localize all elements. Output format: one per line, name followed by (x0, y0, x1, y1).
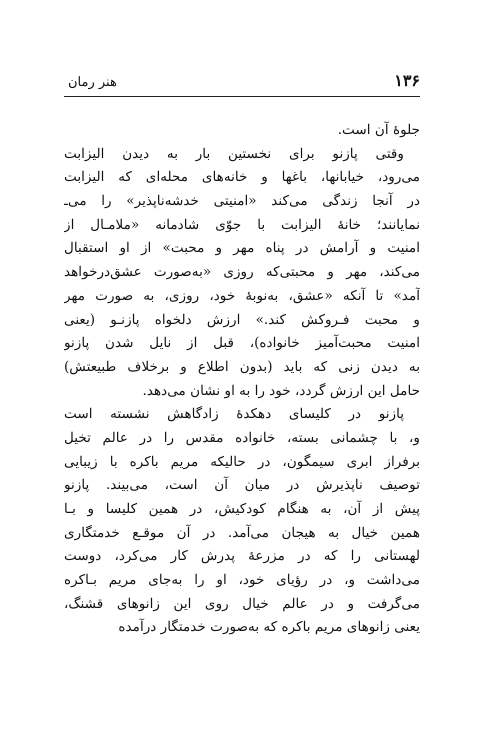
text-line: در آنجا زندگی می‌کند «امنیتی خدشه‌ناپذیر» را می‌ـ (64, 193, 420, 210)
text-line: می‌کند، مهر و محبتی‌که روزی «به‌صورت عشق‌درخواهد (64, 264, 420, 281)
text-line: جلوهٔ آن است. (337, 122, 420, 138)
text-line: وقتی پازنو برای نخستین بار به دیدن الیزابت (64, 145, 404, 162)
body-text (64, 119, 420, 640)
text-line: نمایانند؛ خانهٔ الیزابت با جوّی شادمانه «ملامـال از (64, 216, 420, 233)
text-line: و محبت فـروکش کند.» ارزش دلخواه پازنـو (یعنی (64, 311, 420, 328)
text-line: و، با چشمانی بسته، خانواده مقدس را در عالم تخیل (64, 429, 420, 446)
text-line: لهستانی را که در مزرعهٔ پدرش کار می‌کرد، دوست (64, 548, 420, 565)
text-line: همین خیال به هیجان می‌آمد. در آن موقـع خدمتگاری (64, 524, 420, 541)
running-title: هنر رمان (68, 75, 117, 90)
page-number: ۱۳۶ (394, 71, 420, 90)
text-line: یعنی زانوهای مریم باکره که به‌صورت خدمتگار درآمده (118, 619, 420, 636)
text-line: امنیت و آرامش در پناه مهر و محبت» از او استقبال (64, 240, 420, 257)
paragraph (64, 403, 420, 640)
text-line: آمد» تا آنکه «عشق، به‌نوبهٔ خود، روزی، به صورت مهر (64, 287, 420, 304)
text-line: برفراز ابری سیمگون، در حالیکه مریم باکره با زیبایی (64, 453, 420, 470)
text-line: توصیف ناپذیرش در میان آن است، می‌بیند. پازنو (64, 477, 420, 494)
text-line: امنیت محبت‌آمیز خانواده)، قبل از نایل شدن پازنو (64, 335, 420, 352)
text-line: می‌گرفت و در عالم خیال روی این زانوهای قشنگ، (64, 595, 420, 612)
text-line: پازنو در کلیسای دهکدهٔ زادگاهش نشسته است (64, 406, 404, 423)
header-rule (64, 96, 420, 97)
text-line: می‌رود، خیابانها، باغها و خانه‌های محله‌ای که الیزابت (64, 169, 420, 186)
page-header (68, 68, 420, 90)
text-line: به دیدن زنی که باید (بدون اطلاع و برخلاف طبیعتش) (64, 358, 420, 375)
paragraph (64, 143, 420, 404)
text-line: حامل این ارزش گردد، خود را به او نشان می‌دهد. (142, 382, 420, 399)
paragraph (64, 119, 420, 143)
text-line: پیش از آن، به هنگام کودکیش، در همین کلیسا و بـا (64, 501, 420, 517)
text-line: می‌داشت و، در رؤیای خود، او را به‌جای مریم بـاکره (64, 572, 420, 589)
